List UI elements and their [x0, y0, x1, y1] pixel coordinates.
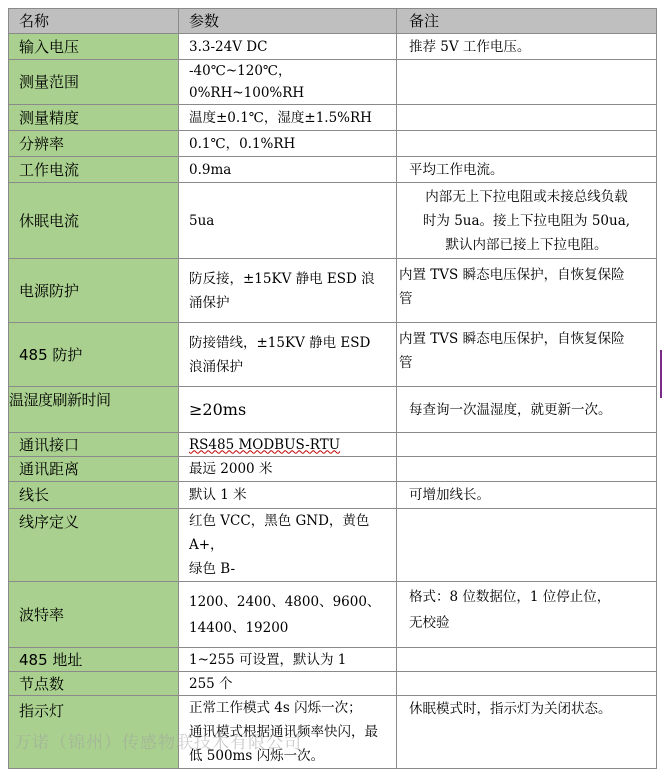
row-note: 每查询一次温湿度，就更新一次。	[397, 387, 657, 433]
table-row	[9, 509, 657, 582]
row-note	[397, 672, 657, 696]
row-name: 485 防护	[9, 323, 179, 387]
row-value: RS485 MODBUS-RTU	[189, 436, 341, 453]
row-note: 休眠模式时，指示灯为关闭状态。	[397, 696, 657, 769]
row-note: 推荐 5V 工作电压。	[397, 34, 657, 60]
table-row	[9, 131, 657, 157]
row-name: 节点数	[9, 672, 179, 696]
row-value: 默认 1 米	[179, 482, 397, 509]
row-value: -40℃~120℃，0%RH~100%RH	[179, 60, 397, 105]
table-row	[9, 482, 657, 509]
header-param: 参数	[179, 9, 397, 34]
row-name: 分辨率	[9, 131, 179, 157]
table-row	[9, 387, 657, 433]
row-name: 输入电压	[9, 34, 179, 60]
row-value: 3.3-24V DC	[179, 34, 397, 60]
row-value: 5ua	[179, 183, 397, 259]
row-name: 通讯接口	[9, 433, 179, 457]
row-name: 通讯距离	[9, 457, 179, 482]
row-value: 1200、2400、4800、9600、 14400、19200	[179, 582, 397, 648]
row-note	[397, 509, 657, 582]
edge-marker	[660, 350, 662, 398]
row-value: ≥20ms	[179, 387, 397, 433]
row-name: 线序定义	[9, 509, 179, 582]
row-name: 测量精度	[9, 105, 179, 131]
row-note	[397, 131, 657, 157]
row-name: 温湿度刷新时间	[9, 387, 179, 433]
company-watermark: 万诺（锦州）传感物联技术有限公司	[14, 733, 302, 753]
table-row	[9, 433, 657, 457]
header-name: 名称	[9, 9, 179, 34]
row-value: 红色 VCC，黑色 GND，黄色 A+， 绿色 B-	[179, 509, 397, 582]
header-note: 备注	[397, 9, 657, 34]
row-value: 防接错线，±15KV 静电 ESD 浪涌保护	[179, 323, 397, 387]
row-note	[397, 648, 657, 672]
table-row	[9, 105, 657, 131]
row-note: 平均工作电流。	[397, 157, 657, 183]
table-row	[9, 183, 657, 259]
table-row	[9, 696, 657, 769]
row-value: 255 个	[179, 672, 397, 696]
table-header-row	[9, 9, 657, 34]
row-note	[397, 433, 657, 457]
row-value: 温度±0.1℃，湿度±1.5%RH	[179, 105, 397, 131]
row-note: 内置 TVS 瞬态电压保护，自恢复保险 管	[397, 323, 657, 387]
table-row	[9, 672, 657, 696]
row-value: 0.9ma	[179, 157, 397, 183]
row-note: 内置 TVS 瞬态电压保护，自恢复保险 管	[397, 259, 657, 323]
row-note: 格式：8 位数据位，1 位停止位， 无校验	[397, 582, 657, 648]
row-value: 1~255 可设置，默认为 1	[179, 648, 397, 672]
row-value: 最远 2000 米	[179, 457, 397, 482]
row-note	[397, 105, 657, 131]
row-value: 正常工作模式 4s 闪烁一次； 通讯模式根据通讯频率快闪，最 低 500ms 闪烁一次。	[179, 696, 397, 769]
table-row	[9, 60, 657, 105]
row-name: 485 地址	[9, 648, 179, 672]
table-row	[9, 582, 657, 648]
table-row	[9, 157, 657, 183]
row-note: 内部无上下拉电阻或未接总线负载 时为 5ua。接上下拉电阻为 50ua, 默认内部已接上下拉电阻。	[397, 183, 657, 259]
table-row	[9, 323, 657, 387]
row-note	[397, 60, 657, 105]
row-note	[397, 457, 657, 482]
table-row	[9, 34, 657, 60]
row-value: 防反接，±15KV 静电 ESD 浪 涌保护	[179, 259, 397, 323]
row-note: 可增加线长。	[397, 482, 657, 509]
table-row	[9, 648, 657, 672]
row-name: 测量范围	[9, 60, 179, 105]
table-row	[9, 457, 657, 482]
row-name: 线长	[9, 482, 179, 509]
row-name: 工作电流	[9, 157, 179, 183]
table-row	[9, 259, 657, 323]
row-name: 波特率	[9, 582, 179, 648]
spec-table	[8, 8, 657, 769]
row-name: 电源防护	[9, 259, 179, 323]
row-value-wrap	[179, 433, 397, 457]
row-name: 休眠电流	[9, 183, 179, 259]
row-name: 指示灯	[9, 696, 179, 769]
row-value: 0.1℃，0.1%RH	[179, 131, 397, 157]
